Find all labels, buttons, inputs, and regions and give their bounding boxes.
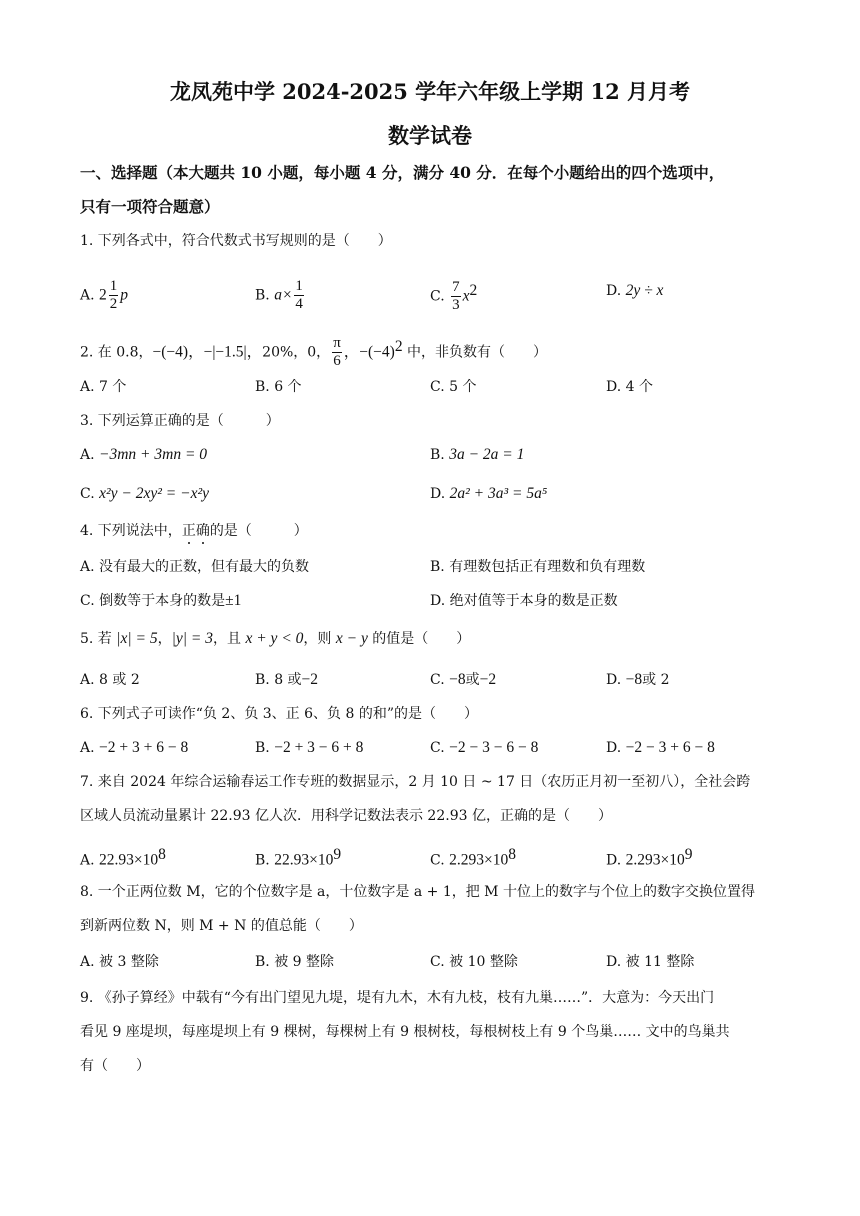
question-8-option-d: D. 被 11 整除	[606, 954, 695, 970]
stem-math: |y| = 3	[171, 630, 214, 647]
denominator: 3	[452, 297, 460, 314]
stem-part: ，则	[303, 631, 336, 647]
option-variable: p	[120, 286, 129, 304]
exponent: 8	[158, 846, 166, 863]
stem-line: 有（ ）	[80, 1058, 150, 1074]
question-8-option-c: C. 被 10 整除	[430, 954, 518, 970]
option-prefix: a×	[274, 286, 293, 304]
option-text: 或 2	[642, 672, 670, 688]
option-label: D.	[430, 486, 446, 502]
option-label: B.	[255, 852, 270, 869]
option-math: ±1	[225, 592, 242, 609]
question-5-option-b	[255, 667, 318, 693]
option-label: A.	[80, 447, 95, 463]
option-math: −8	[449, 671, 466, 688]
question-3-option-d	[430, 481, 547, 507]
stem-part: 5. 若	[80, 631, 117, 647]
stem-part: 的是（ ）	[209, 523, 308, 539]
exponent: 9	[333, 846, 342, 863]
option-label: A.	[80, 740, 95, 756]
stem-part: 20%，0，	[262, 344, 331, 361]
fraction	[451, 279, 461, 314]
option-base: 2.293×10	[449, 851, 509, 869]
option-text: C. 倒数等于本身的数是	[80, 593, 226, 609]
stem-math: ，−(−4)	[343, 343, 395, 361]
stem-line: 7. 来自 2024 年综合运输春运工作专班的数据显示，2 月 10 日 ~ 17 日（农历正月初一至初八），全社会跨	[80, 774, 751, 790]
option-label: C.	[430, 288, 445, 305]
question-3-stem: 3. 下列运算正确的是（ ）	[80, 413, 280, 429]
stem-line: 到新两位数 N，则 M + N 的值总能（ ）	[80, 918, 363, 934]
stem-part: ，且	[213, 631, 246, 647]
option-expression: 3a − 2a = 1	[449, 446, 525, 463]
question-3-option-c	[80, 481, 209, 507]
stem-part: 的值是（ ）	[367, 631, 471, 647]
fraction	[109, 278, 119, 313]
option-expression: x²y − 2xy² = −x²y	[99, 485, 209, 502]
option-math: −8	[625, 671, 643, 688]
question-7-option-c	[430, 842, 516, 874]
question-5-option-d	[606, 667, 670, 693]
question-7-option-b	[255, 842, 341, 874]
question-2-option-c: C. 5 个	[430, 379, 477, 395]
question-6-option-b	[255, 735, 363, 761]
question-6-option-d	[606, 735, 715, 761]
denominator: 6	[333, 353, 341, 370]
question-2-option-d: D. 4 个	[606, 379, 653, 395]
option-label: B.	[255, 287, 270, 304]
option-expression: 2a² + 3a³ = 5a⁵	[449, 485, 548, 502]
option-expression: −3mn + 3mn = 0	[99, 446, 208, 463]
question-9-stem	[80, 981, 800, 1083]
question-5-option-a: A. 8 或 2	[80, 672, 140, 688]
question-1-stem: 1. 下列各式中，符合代数式书写规则的是（ ）	[80, 233, 392, 249]
fraction	[332, 335, 342, 370]
option-label: D.	[606, 283, 622, 299]
option-label: A.	[80, 287, 95, 304]
option-text: B. 8 或	[255, 672, 302, 688]
option-math: −2	[301, 671, 319, 688]
question-8-option-a: A. 被 3 整除	[80, 954, 159, 970]
exam-subtitle: 数学试卷	[388, 123, 472, 148]
stem-part: 4. 下列说法中，	[80, 523, 182, 539]
option-label: C.	[430, 672, 445, 688]
option-expression: −2 + 3 + 6 − 8	[99, 739, 189, 756]
stem-part: ，	[157, 631, 172, 647]
question-4-option-b: B. 有理数包括正有理数和负有理数	[430, 559, 646, 575]
numerator: 1	[295, 278, 303, 294]
exponent: 2	[469, 282, 478, 299]
stem-line: 看见 9 座堤坝，每座堤坝上有 9 棵树，每棵树上有 9 根树枝，每根树枝上有 9 个鸟巢…… 文中的鸟巢共	[80, 1024, 730, 1040]
question-5-option-c	[430, 667, 496, 693]
question-4-option-a: A. 没有最大的正数，但有最大的负数	[80, 559, 310, 575]
question-6-option-c	[430, 735, 538, 761]
numerator: 7	[452, 279, 460, 296]
exponent: 2	[394, 338, 403, 355]
question-1-option-b	[255, 278, 306, 313]
question-4-option-c	[80, 588, 241, 614]
option-base: 22.93×10	[274, 851, 334, 869]
question-1-option-d	[606, 278, 663, 304]
option-label: C.	[430, 852, 445, 869]
option-text: 或	[465, 672, 480, 688]
stem-part: 2. 在 0.8，	[80, 344, 153, 361]
denominator: 4	[295, 296, 303, 312]
emphasis-char: 正	[181, 523, 196, 539]
numerator: π	[333, 335, 341, 352]
option-expression: 2y ÷ x	[625, 282, 664, 299]
option-base: 2.293×10	[625, 851, 685, 869]
stem-math: x − y	[335, 630, 368, 647]
question-2-option-a: A. 7 个	[80, 379, 127, 395]
question-2-stem	[80, 334, 800, 370]
question-3-option-b	[430, 442, 524, 468]
option-math: −2	[479, 671, 497, 688]
question-7-option-a	[80, 842, 166, 874]
option-label: D.	[606, 852, 622, 869]
exam-title: 龙凤苑中学 2024-2025 学年六年级上学期 12 月月考	[169, 79, 691, 104]
option-label: D.	[606, 672, 622, 688]
denominator: 2	[109, 296, 118, 312]
option-label: B.	[255, 740, 270, 756]
option-expression: −2 + 3 − 6 + 8	[274, 739, 364, 756]
question-8-option-b: B. 被 9 整除	[255, 954, 334, 970]
exponent: 8	[508, 846, 516, 863]
option-base: 22.93×10	[99, 851, 159, 869]
question-3-option-a	[80, 442, 207, 468]
stem-math: x + y < 0	[245, 630, 304, 647]
option-label: C.	[80, 486, 95, 502]
question-5-stem	[80, 626, 800, 652]
stem-line: 9. 《孙子算经》中载有“今有出门望见九堤，堤有九木，木有九枝，枝有九巢……”．大意为：今天出门	[80, 990, 715, 1006]
section-heading-line-1: 一、选择题（本大题共 10 小题，每小题 4 分，满分 40 分．在每个小题给出的四个选项中，	[80, 163, 725, 182]
option-label: A.	[80, 852, 95, 869]
stem-part: 中，非负数有（ ）	[402, 344, 548, 361]
stem-math: |x| = 5	[116, 630, 158, 647]
option-whole: 2	[99, 286, 107, 304]
question-6-stem: 6. 下列式子可读作“负 2、负 3、正 6、负 8 的和”的是（ ）	[80, 706, 479, 722]
question-7-stem	[80, 765, 800, 833]
option-label: C.	[430, 740, 445, 756]
question-1-option-c	[430, 278, 477, 314]
exponent: 9	[684, 846, 693, 863]
numerator: 1	[109, 278, 118, 294]
option-label: D.	[606, 740, 622, 756]
emphasis-char: 确	[195, 523, 210, 539]
question-7-option-d	[606, 842, 693, 874]
section-heading	[80, 156, 800, 224]
option-variable: x	[462, 287, 470, 305]
question-1-option-a	[80, 278, 128, 313]
fraction	[294, 278, 304, 313]
question-8-stem	[80, 875, 800, 943]
option-expression: −2 − 3 + 6 − 8	[625, 739, 715, 756]
section-heading-line-2: 只有一项符合题意）	[80, 197, 220, 216]
question-4-stem	[80, 518, 800, 544]
option-expression: −2 − 3 − 6 − 8	[449, 739, 539, 756]
question-2-option-b: B. 6 个	[255, 379, 302, 395]
option-label: B.	[430, 447, 445, 463]
stem-line: 8. 一个正两位数 M，它的个位数字是 a，十位数字是 a + 1，把 M 十位上的数字与个位上的数字交换位置得	[80, 884, 755, 900]
question-6-option-a	[80, 735, 188, 761]
stem-math: −(−4)，−|−1.5|，	[152, 343, 263, 361]
question-4-option-d: D. 绝对值等于本身的数是正数	[430, 593, 618, 609]
stem-line: 区域人员流动量累计 22.93 亿人次．用科学记数法表示 22.93 亿，正确的是（ ）	[80, 808, 612, 824]
